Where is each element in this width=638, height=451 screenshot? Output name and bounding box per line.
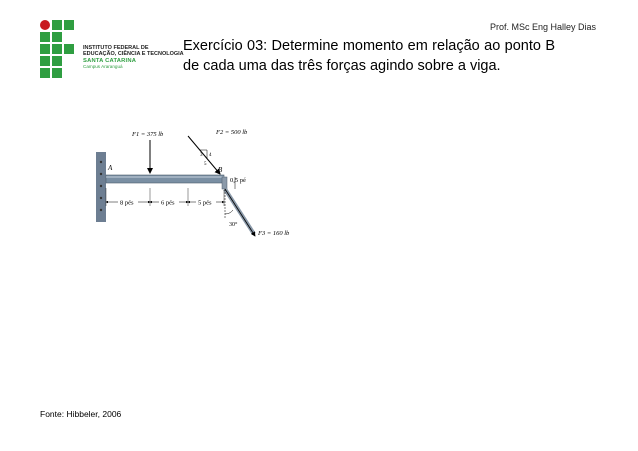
figure-source: Fonte: Hibbeler, 2006 (40, 409, 122, 419)
logo-line-2: EDUCAÇÃO, CIÊNCIA E TECNOLOGIA (83, 51, 184, 58)
logo-campus: Campus Araranguá (83, 64, 123, 70)
label-f1: F1 = 375 lb (132, 131, 164, 138)
bracket (222, 177, 227, 189)
slope-5: 5 (204, 162, 207, 167)
institution-logo (40, 20, 190, 78)
label-point-a: A (108, 164, 113, 172)
label-f3: F3 = 160 lb (258, 230, 290, 237)
exercise-statement: Exercício 03: Determine momento em relação ao ponto B de cada uma das três forças agindo sobre a viga. (183, 38, 555, 74)
label-dim-1: 8 pés (120, 199, 134, 207)
beam-figure (92, 122, 312, 242)
label-f2: F2 = 500 lb (216, 129, 248, 136)
slope-4: 4 (209, 153, 212, 158)
label-dim-3: 5 pés (198, 199, 212, 207)
logo-mark (40, 20, 84, 78)
logo-state: SANTA CATARINA (83, 57, 137, 64)
label-offset: 0,5 pé (230, 177, 246, 184)
logo-text (83, 45, 184, 71)
logo-line-1: INSTITUTO FEDERAL DE (83, 45, 149, 51)
slope-3: 3 (200, 153, 203, 158)
beam (106, 175, 224, 183)
label-point-b: B (218, 166, 223, 174)
force-f2-arrow (188, 136, 220, 174)
author-name: Prof. MSc Eng Halley Dias (489, 22, 596, 32)
label-dim-2: 6 pés (161, 199, 175, 207)
label-angle: 30° (229, 222, 238, 228)
beam-diagram (92, 122, 312, 242)
force-f3-arrow (225, 189, 255, 236)
